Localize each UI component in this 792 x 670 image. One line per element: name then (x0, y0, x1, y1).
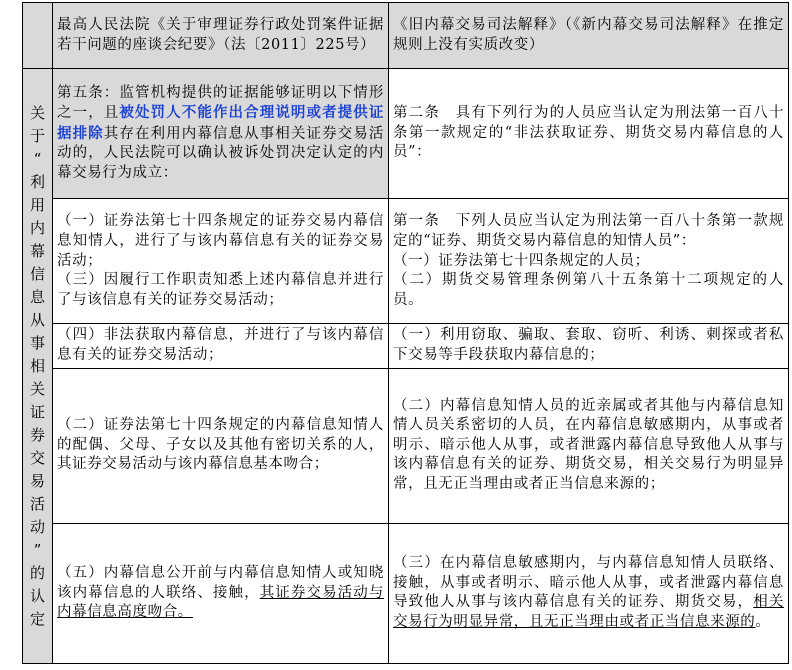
table-row (23, 368, 789, 523)
highlight-text: 被处罚人不能作出合理说明或者提供证据排除 (57, 104, 385, 142)
header-left: 最高人民法院《关于审理证券行政处罚案件证据若干问题的座谈会纪要》（法〔2011〕225号） (53, 3, 389, 69)
table-row (23, 69, 789, 199)
table-row (23, 324, 789, 368)
comparison-table (22, 2, 789, 664)
side-label: 关 于 “ 利 用 内 幕 信 息 从 事 相 关 证 券 交 易 活 动 ” 的 认 定 (23, 69, 53, 664)
article-5-cell: 第五条：监管机构提供的证据能够证明以下情形之一，且被处罚人不能作出合理说明或者提供证据排除其存在利用内幕信息从事相关证券交易活动的，人民法院可以确认被诉处罚决定认定的内幕交易行为成立： (53, 69, 389, 199)
table-row (23, 523, 789, 663)
clause-1-cell: （一）利用窃取、骗取、套取、窃听、利诱、刺探或者私下交易等手段获取内幕信息的； (389, 324, 789, 368)
corner-cell (23, 3, 53, 69)
items-1-3-cell: （一）证券法第七十四条规定的证券交易内幕信息知情人，进行了与该内幕信息有关的证券交易活动； （三）因履行工作职责知悉上述内幕信息并进行了与该信息有关的证券交易活动； (53, 199, 389, 324)
article-1-cell: 第一条 下列人员应当认定为刑法第一百八十条第一款规定的“证券、期货交易内幕信息的知情人员”： （一）证券法第七十四条规定的人员； （二）期货交易管理条例第八十五条第十二项规定的人员。 (389, 199, 789, 324)
table-row (23, 199, 789, 324)
item-2-cell: （二）证券法第七十四条规定的内幕信息知情人的配偶、父母、子女以及其他有密切关系的人，其证券交易活动与该内幕信息基本吻合； (53, 368, 389, 523)
item-5-cell: （五）内幕信息公开前与内幕信息知情人或知晓该内幕信息的人联络、接触，其证券交易活动与内幕信息高度吻合。 (53, 523, 389, 663)
article-2-cell: 第二条 具有下列行为的人员应当认定为刑法第一百八十条第一款规定的“非法获取证券、期货交易内幕信息的人员”： (389, 69, 789, 199)
clause-3-cell: （三）在内幕信息敏感期内，与内幕信息知情人员联络、接触，从事或者明示、暗示他人从事，或者泄露内幕信息导致他人从事与该内幕信息有关的证券、期货交易，相关交易行为明显异常，且无正当理由或者正当信息来源的。 (389, 523, 789, 663)
header-right: 《旧内幕交易司法解释》（《新内幕交易司法解释》在推定规则上没有实质改变） (389, 3, 789, 69)
item-4-cell: （四）非法获取内幕信息，并进行了与该内幕信息有关的证券交易活动； (53, 324, 389, 368)
header-row (23, 3, 789, 69)
underlined-text: 相关交易行为明显异常，且无正当理由或者正当信息来源的 (393, 594, 784, 630)
underlined-text: 其证券交易活动与内幕信息高度吻合。 (57, 584, 384, 621)
clause-2-cell: （二）内幕信息知情人员的近亲属或者其他与内幕信息知情人员关系密切的人员，在内幕信息敏感期内，从事或者明示、暗示他人从事，或者泄露内幕信息导致他人从事与该内幕信息有关的证券、期货交易，相关交易行为明显异常，且无正当理由或者正当信息来源的； (389, 368, 789, 523)
